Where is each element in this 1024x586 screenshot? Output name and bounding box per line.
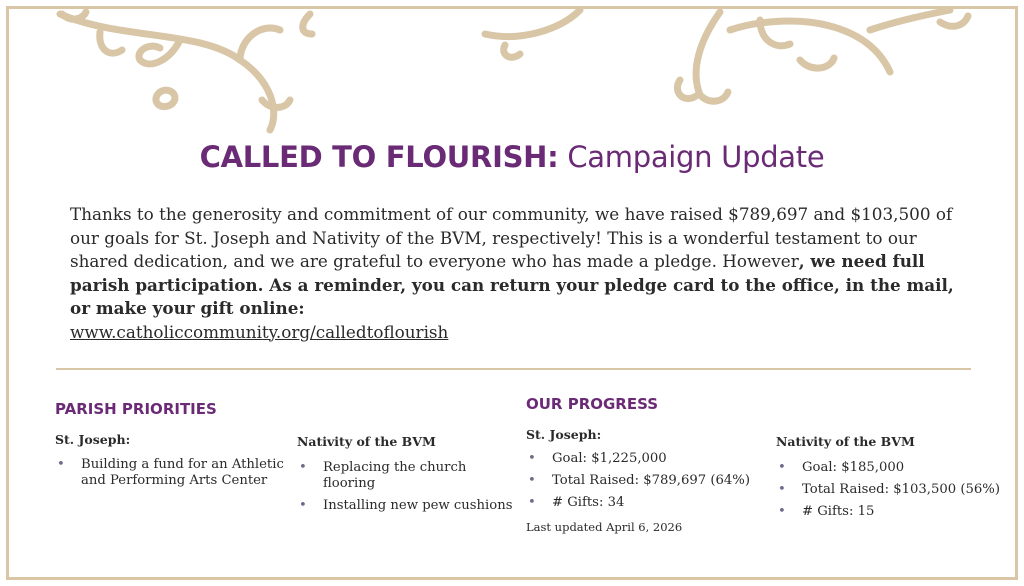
list-item: • # Gifts: 34 [526, 495, 766, 511]
page-title [0, 140, 1024, 174]
priorities-st-joseph-list [55, 457, 295, 495]
title-rest: Campaign Update [567, 140, 825, 174]
vine-decoration-icon [0, 0, 1024, 140]
list-item: • Installing new pew cushions [297, 498, 522, 514]
progress-nativity-label: Nativity of the BVM [776, 434, 915, 449]
section-divider [56, 368, 971, 370]
progress-nativity-list [776, 460, 1016, 526]
intro-paragraph [70, 203, 970, 344]
list-item: • Total Raised: $103,500 (56%) [776, 482, 1016, 498]
campaign-link[interactable]: www.catholiccommunity.org/calledtoflourish [70, 321, 449, 342]
priorities-nativity-label: Nativity of the BVM [297, 434, 436, 449]
list-item: • Total Raised: $789,697 (64%) [526, 473, 766, 489]
last-updated-note: Last updated April 6, 2026 [526, 520, 683, 534]
priorities-st-joseph-label: St. Joseph: [55, 432, 131, 447]
priorities-nativity-list [297, 460, 522, 520]
parish-priorities-heading: PARISH PRIORITIES [55, 400, 217, 418]
list-item: • Goal: $1,225,000 [526, 451, 766, 467]
intro-bold-text: , we need full parish participation. As a reminder, you can return your pledge card to the office, in the mail, or make your gift online: [70, 251, 954, 318]
progress-st-joseph-label: St. Joseph: [526, 427, 602, 442]
our-progress-heading: OUR PROGRESS [526, 395, 659, 413]
title-bold: CALLED TO FLOURISH: [199, 140, 559, 174]
list-item: • Replacing the church flooring [297, 460, 522, 492]
list-item: • # Gifts: 15 [776, 504, 1016, 520]
progress-st-joseph-list [526, 451, 766, 517]
intro-text: Thanks to the generosity and commitment of our community, we have raised $789,697 and $103,500 of our goals for St. Joseph and Nativity of the BVM, respectively! This is a wonderful testament to our shared dedication, and we are grateful to everyone who has made a pledge. However [70, 204, 953, 271]
list-item: • Goal: $185,000 [776, 460, 1016, 476]
list-item: • Building a fund for an Athletic and Performing Arts Center [55, 457, 295, 489]
